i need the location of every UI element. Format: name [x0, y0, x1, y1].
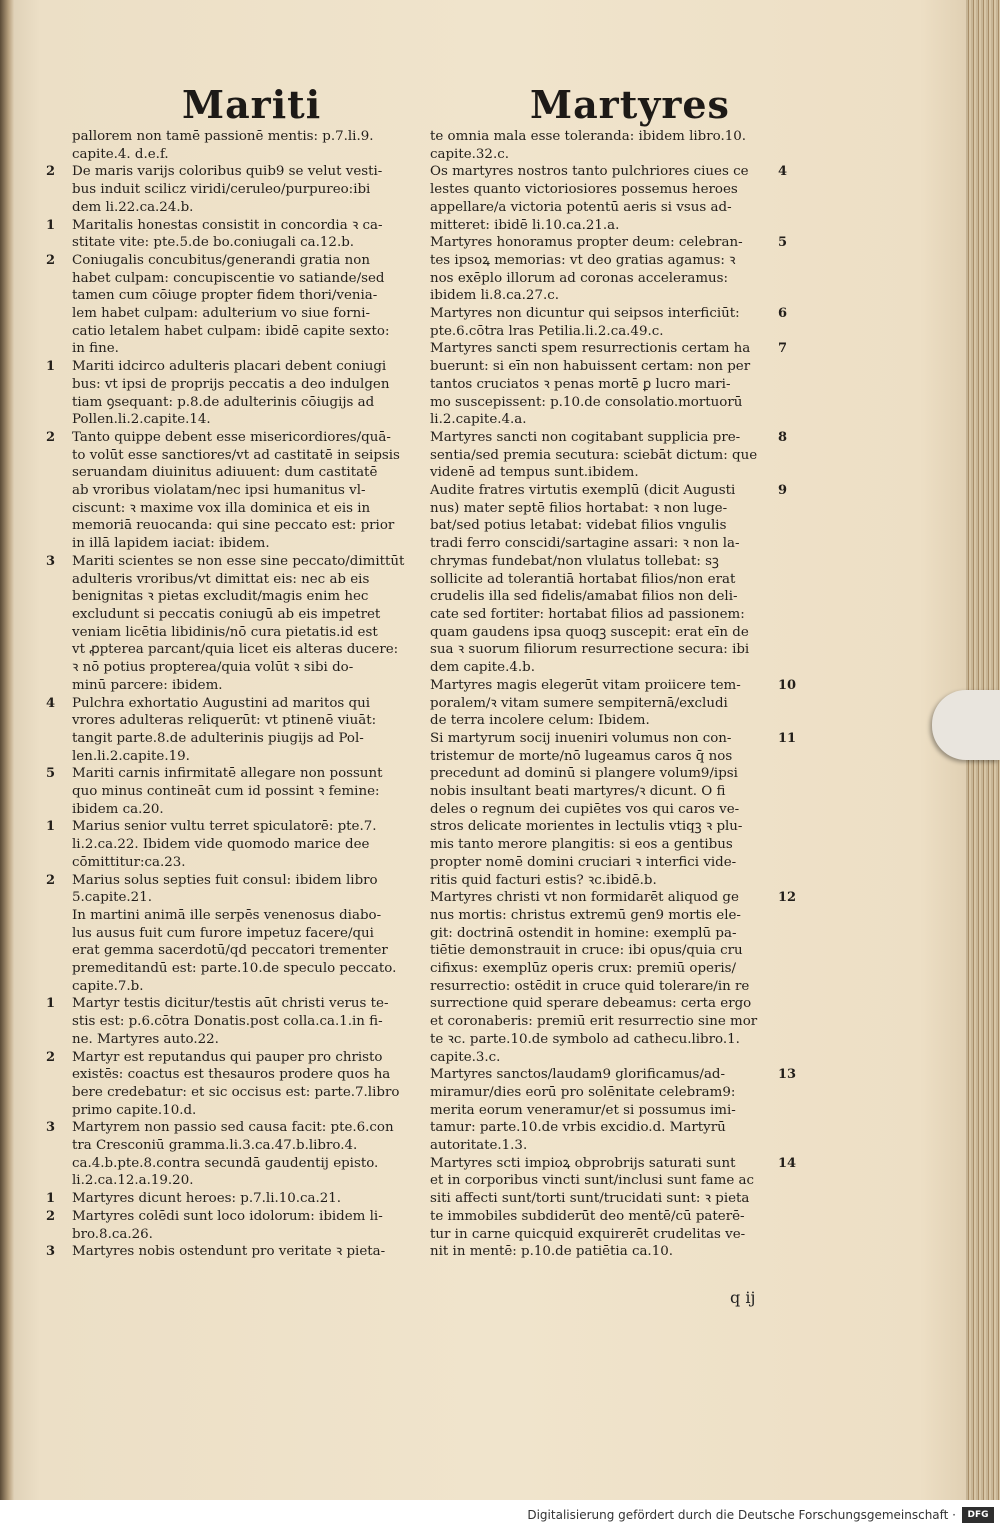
index-entry	[40, 872, 400, 996]
entry-line: Si martyrum socij inueniri volumus non con-	[430, 730, 732, 746]
entry-line: buerunt: si eīn non habuissent certam: non per	[430, 359, 751, 375]
entry-line: lus ausus fuit cum furore impetuz facere/qui	[72, 925, 374, 941]
entry-number: 5	[46, 766, 56, 782]
entry-line: te omnia mala esse toleranda: ibidem libro.10.	[430, 129, 747, 144]
entry-line: Martyres colēdi sunt loco idolorum: ibidem li-	[72, 1208, 383, 1224]
index-entry	[40, 163, 400, 216]
entry-number: 7	[778, 341, 788, 357]
index-entry	[418, 305, 798, 340]
entry-line: In martini animā ille serpēs venenosus diabo-	[72, 907, 382, 923]
entry-line: merita eorum veneramur/et si possumus imi-	[430, 1102, 736, 1118]
entry-line: dem capite.4.b.	[430, 660, 535, 676]
entry-line: Pollen.li.2.capite.14.	[72, 412, 211, 428]
entry-line: lem habet culpam: adulterium vo siue forni-	[72, 306, 371, 322]
entry-line: li.2.ca.22. Ibidem vide quomodo marice dee	[72, 837, 370, 853]
entry-line: Os martyres nostros tanto pulchriores ciues ce	[430, 164, 749, 180]
entry-number: 2	[46, 429, 56, 445]
index-entry	[40, 995, 400, 1048]
entry-line: Martyres sanctos/laudam9 glorificamus/ad-	[430, 1067, 726, 1083]
index-entry	[40, 358, 400, 429]
entry-line: 5.capite.21.	[72, 890, 152, 906]
entry-line: ꝛ nō potius propterea/quia volūt ꝛ sibi do-	[72, 660, 354, 676]
entry-line: len.li.2.capite.19.	[72, 748, 190, 764]
entry-number: 10	[778, 677, 797, 693]
entry-line: nus) mater septē filios hortabat: ꝛ non luge-	[430, 500, 728, 516]
entry-line: tamen cum cōiuge propter fidem thori/venia-	[72, 288, 378, 304]
running-header-left: Mariti	[182, 82, 322, 127]
entry-line: sentia/sed premia secutura: sciebāt dictum: que	[430, 447, 758, 463]
entry-line: siti affecti sunt/torti sunt/trucidati sunt: ꝛ pieta	[430, 1191, 750, 1207]
entry-line: capite.7.b.	[72, 978, 144, 994]
entry-line: dem li.22.ca.24.b.	[72, 199, 194, 215]
entry-line: nobis insultant beati martyres/ꝛ dicunt. O fi	[430, 784, 726, 800]
entry-line: Mariti carnis infirmitatē allegare non possunt	[72, 766, 383, 782]
entry-line: tangit parte.8.de adulterinis piugijs ad Pol-	[72, 730, 364, 746]
entry-line: cōmittitur:ca.23.	[72, 854, 186, 870]
entry-line: to volūt esse sanctiores/vt ad castitatē in seipsis	[72, 447, 400, 463]
entry-line: tamur: parte.10.de vrbis excidio.d. Martyrū	[430, 1120, 726, 1136]
entry-line: li.2.ca.12.a.19.20.	[72, 1173, 194, 1189]
entry-line: Martyr testis dicitur/testis aūt christi verus te-	[72, 996, 389, 1012]
entry-number: 12	[778, 890, 797, 906]
index-entry	[40, 128, 400, 163]
footer-bar	[0, 1500, 1000, 1533]
entry-number: 2	[46, 252, 56, 268]
entry-line: tiam ꝯsequant: p.8.de adulterinis cōiugijs ad	[72, 394, 375, 410]
entry-line: tes ipsoꝝ memorias: vt deo gratias agamus: ꝛ	[430, 252, 736, 268]
entry-line: quam gaudens ipsa quoqꝫ suscepit: erat eīn de	[430, 624, 749, 640]
index-entry	[418, 234, 798, 305]
entry-line: adulteris vroribus/vt dimittat eis: nec ab eis	[72, 571, 370, 587]
entry-line: videnē ad tempus sunt.ibidem.	[430, 465, 639, 481]
entry-line: mitteret: ibidē li.10.ca.21.a.	[430, 217, 620, 233]
entry-number: 14	[778, 1155, 797, 1171]
index-entry	[418, 429, 798, 482]
signature-mark: q ij	[730, 1288, 756, 1307]
entry-line: ca.4.b.pte.8.contra secundā gaudentij episto.	[72, 1155, 379, 1171]
entry-line: Martyres magis elegerūt vitam proiicere tem-	[430, 677, 741, 693]
entry-line: miramur/dies eorū pro solēnitate celebram9:	[430, 1084, 736, 1100]
entry-line: Audite fratres virtutis exemplū (dicit Augusti	[430, 483, 736, 499]
entry-line: ciscunt: ꝛ maxime vox illa dominica et eis in	[72, 500, 371, 516]
index-entry	[418, 340, 798, 429]
entry-line: git: doctrinā ostendit in homine: exemplū pa-	[430, 925, 737, 941]
entry-line: minū parcere: ibidem.	[72, 677, 223, 693]
entry-line: nit in mentē: p.10.de patiētia ca.10.	[430, 1244, 673, 1260]
index-entry	[40, 553, 405, 695]
entry-line: Martyres christi vt non formidarēt aliquod ge	[430, 890, 739, 906]
entry-line: propter nomē domini cruciari ꝛ interfici vide-	[430, 854, 737, 870]
dfg-logo: DFG	[962, 1507, 994, 1523]
entry-line: Coniugalis concubitus/generandi gratia non	[72, 252, 370, 268]
entry-line: memoriā reuocanda: qui sine peccato est: prior	[72, 518, 395, 534]
entry-line: deles o regnum dei cupiētes vos qui caros ve-	[430, 801, 740, 817]
entry-line: cate sed fortiter: hortabat filios ad passionem:	[430, 606, 745, 622]
entry-line: pte.6.cōtra lras Petilia.li.2.ca.49.c.	[430, 323, 664, 339]
index-entry	[40, 1190, 400, 1208]
entry-line: bere credebatur: et sic occisus est: parte.7.libro	[72, 1084, 400, 1100]
entry-line: Martyres scti impioꝝ obprobrijs saturati sunt	[430, 1155, 736, 1171]
entry-line: et coronaberis: premiū erit resurrectio sine mor	[430, 1014, 758, 1030]
entry-line: tra Cresconiū gramma.li.3.ca.47.b.libro.4.	[72, 1138, 358, 1154]
index-entry	[40, 429, 400, 553]
entry-number: 9	[778, 483, 788, 499]
entry-line: autoritate.1.3.	[430, 1138, 528, 1154]
entry-number: 8	[778, 429, 788, 445]
entry-line: veniam licētia libidinis/nō cura pietatis.id est	[72, 624, 378, 640]
index-entry	[40, 252, 400, 358]
entry-line: ibidem ca.20.	[72, 801, 164, 817]
entry-line: bro.8.ca.26.	[72, 1226, 153, 1242]
entry-line: li.2.capite.4.a.	[430, 412, 527, 428]
entry-line: Martyrem non passio sed causa facit: pte.6.con	[72, 1120, 394, 1136]
entry-line: Pulchra exhortatio Augustini ad maritos qui	[72, 695, 371, 711]
entry-line: Martyr est reputandus qui pauper pro christo	[72, 1049, 383, 1065]
entry-line: Martyres sancti non cogitabant supplicia pre-	[430, 429, 741, 445]
footer-credit-text: Digitalisierung gefördert durch die Deutsche Forschungsgemeinschaft ·	[527, 1508, 956, 1522]
running-header-right: Martyres	[530, 82, 730, 127]
entry-line: stros delicate morientes in lectulis vtiqꝫ ꝛ plu-	[430, 819, 743, 835]
entry-line: primo capite.10.d.	[72, 1102, 197, 1118]
index-entry	[40, 1119, 400, 1190]
entry-number: 2	[46, 1208, 56, 1224]
entry-line: vrores adulteras reliquerūt: vt ptinenē viuāt:	[72, 713, 377, 729]
entry-line: nos exēplo illorum ad coronas acceleramus:	[430, 270, 729, 286]
entry-line: capite.4. d.e.f.	[72, 146, 169, 162]
index-entry	[418, 889, 798, 1066]
entry-line: de terra incolere celum: Ibidem.	[430, 713, 650, 729]
entry-number: 6	[778, 306, 788, 322]
entry-line: chrymas fundebat/non vlulatus tollebat: sꝫ	[430, 553, 719, 569]
entry-line: vt ꝓpterea parcant/quia licet eis alteras ducere:	[72, 642, 399, 658]
entry-line: excludunt si peccatis coniugū ab eis impetret	[72, 606, 381, 622]
index-entry	[40, 217, 400, 252]
entry-line: surrectione quid sperare debeamus: certa ergo	[430, 996, 752, 1012]
page-tab	[932, 690, 1000, 760]
entry-line: Tanto quippe debent esse misericordiores/quā-	[72, 429, 391, 445]
entry-line: ritis quid facturi estis? ꝛc.ibidē.b.	[430, 872, 657, 888]
entry-number: 1	[46, 1191, 56, 1207]
entry-line: in fine.	[72, 341, 119, 357]
entry-line: precedunt ad dominū si plangere volum9/ipsi	[430, 766, 738, 782]
entry-number: 2	[46, 872, 56, 888]
index-entry	[418, 1155, 798, 1261]
index-entry	[40, 1049, 400, 1120]
entry-line: te ꝛc. parte.10.de symbolo ad cathecu.libro.1.	[430, 1031, 740, 1047]
entry-number: 3	[46, 1120, 56, 1136]
entry-line: stitate vite: pte.5.de bo.coniugali ca.12.b.	[72, 235, 355, 251]
entry-line: bus induit scilicz viridi/ceruleo/purpureo:ibi	[72, 182, 371, 198]
entry-line: Martyres honoramus propter deum: celebran-	[430, 235, 743, 251]
entry-number: 2	[46, 164, 56, 180]
entry-line: nus mortis: christus extremū gen9 mortis ele-	[430, 907, 741, 923]
entry-line: mis tanto merore plangitis: si eos a gentibus	[430, 837, 733, 853]
entry-line: bus: vt ipsi de proprijs peccatis a deo indulgen	[72, 376, 390, 392]
entry-line: mo suscepissent: p.10.de consolatio.mortuorū	[430, 394, 743, 410]
entry-line: sua ꝛ suorum filiorum resurrectione secura: ibi	[430, 642, 750, 658]
index-entry	[418, 482, 798, 677]
entry-number: 1	[46, 996, 56, 1012]
entry-number: 11	[778, 730, 797, 746]
entry-number: 4	[46, 695, 56, 711]
entry-line: appellare/a victoria potentū aeris si vsus ad-	[430, 199, 732, 215]
entry-line: te immobiles subdiderūt deo mentē/cū paterē-	[430, 1208, 745, 1224]
entry-line: ab vroribus violatam/nec ipsi humanitus vl-	[72, 483, 366, 499]
entry-line: et in corporibus vincti sunt/inclusi sunt fame ac	[430, 1173, 755, 1189]
index-entry	[40, 695, 400, 766]
entry-line: catio letalem habet culpam: ibidē capite sexto:	[72, 323, 390, 339]
index-entry	[40, 818, 400, 871]
entry-line: Martyres sancti spem resurrectionis certam ha	[430, 341, 751, 357]
entry-number: 1	[46, 217, 56, 233]
entry-line: tur in carne quicquid exquirerēt crudelitas ve-	[430, 1226, 746, 1242]
entry-number: 5	[778, 235, 788, 251]
entry-line: ibidem li.8.ca.27.c.	[430, 288, 559, 304]
entry-number: 2	[46, 1049, 56, 1065]
left-text-column	[40, 128, 405, 1261]
index-entry	[418, 730, 798, 889]
index-entry	[40, 1243, 400, 1261]
index-entry	[40, 765, 400, 818]
entry-line: capite.3.c.	[430, 1049, 501, 1065]
entry-line: bat/sed potius letabat: videbat filios vngulis	[430, 518, 727, 534]
page-gutter-shadow	[0, 0, 14, 1500]
index-entry	[418, 163, 798, 234]
entry-line: capite.32.c.	[430, 146, 509, 162]
entry-line: Martyres nobis ostendunt pro veritate ꝛ pieta-	[72, 1244, 386, 1260]
entry-line: Marius solus septies fuit consul: ibidem libro	[72, 872, 378, 888]
entry-line: cifixus: exemplūz operis crux: premiū operis/	[430, 961, 737, 977]
entry-line: resurrectio: ostēdit in cruce quid tolerare/in re	[430, 978, 750, 994]
index-entry	[418, 677, 798, 730]
entry-line: ne. Martyres auto.22.	[72, 1031, 219, 1047]
entry-line: lestes quanto victoriosiores possemus heroes	[430, 182, 738, 198]
entry-line: erat gemma sacerdotū/qd peccatori trementer	[72, 943, 388, 959]
entry-line: existēs: coactus est thesauros prodere quos ha	[72, 1067, 391, 1083]
entry-line: benignitas ꝛ pietas excludit/magis enim hec	[72, 589, 369, 605]
entry-line: seruandam diuinitus adiuuent: dum castitatē	[72, 465, 378, 481]
entry-line: Martyres non dicuntur qui seipsos interficiūt:	[430, 306, 740, 322]
entry-number: 3	[46, 553, 56, 569]
entry-line: sollicite ad tolerantiā hortabat filios/non erat	[430, 571, 736, 587]
entry-line: poralem/ꝛ vitam sumere sempiternā/excludi	[430, 695, 728, 711]
entry-line: tantos cruciatos ꝛ penas mortē ꝑ lucro mari-	[430, 376, 731, 392]
entry-line: stis est: p.6.cōtra Donatis.post colla.ca.1.in fi-	[72, 1014, 383, 1030]
entry-line: tristemur de morte/nō lugeamus caros q̄ nos	[430, 748, 733, 764]
entry-number: 3	[46, 1244, 56, 1260]
entry-line: premeditandū est: parte.10.de speculo peccato.	[72, 961, 397, 977]
entry-line: tradi ferro conscidi/sartagine assari: ꝛ non la-	[430, 536, 740, 552]
entry-line: De maris varijs coloribus quib9 se velut vesti-	[72, 164, 383, 180]
entry-line: Martyres dicunt heroes: p.7.li.10.ca.21.	[72, 1191, 342, 1207]
index-entry	[40, 1208, 400, 1243]
entry-line: habet culpam: concupiscentie vo satiande/sed	[72, 270, 385, 286]
entry-line: Marius senior vultu terret spiculatorē: pte.7.	[72, 819, 377, 835]
entry-line: in illā lapidem iaciat: ibidem.	[72, 536, 270, 552]
entry-number: 1	[46, 819, 56, 835]
entry-line: Mariti scientes se non esse sine peccato/dimittūt	[72, 553, 405, 569]
entry-line: Mariti idcirco adulteris placari debent coniugi	[72, 359, 387, 375]
entry-line: Maritalis honestas consistit in concordia ꝛ ca-	[72, 217, 383, 233]
entry-number: 13	[778, 1067, 797, 1083]
entry-line: pallorem non tamē passionē mentis: p.7.li.9.	[72, 129, 374, 144]
entry-number: 4	[778, 164, 788, 180]
right-text-column	[418, 128, 798, 1261]
entry-number: 1	[46, 359, 56, 375]
entry-line: quo minus contineāt cum id possint ꝛ femine:	[72, 784, 380, 800]
entry-line: crudelis illa sed fidelis/amabat filios non deli-	[430, 589, 738, 605]
index-entry	[418, 1066, 798, 1155]
index-entry	[418, 128, 798, 163]
entry-line: tiētie demonstrauit in cruce: ibi opus/quia cru	[430, 943, 743, 959]
